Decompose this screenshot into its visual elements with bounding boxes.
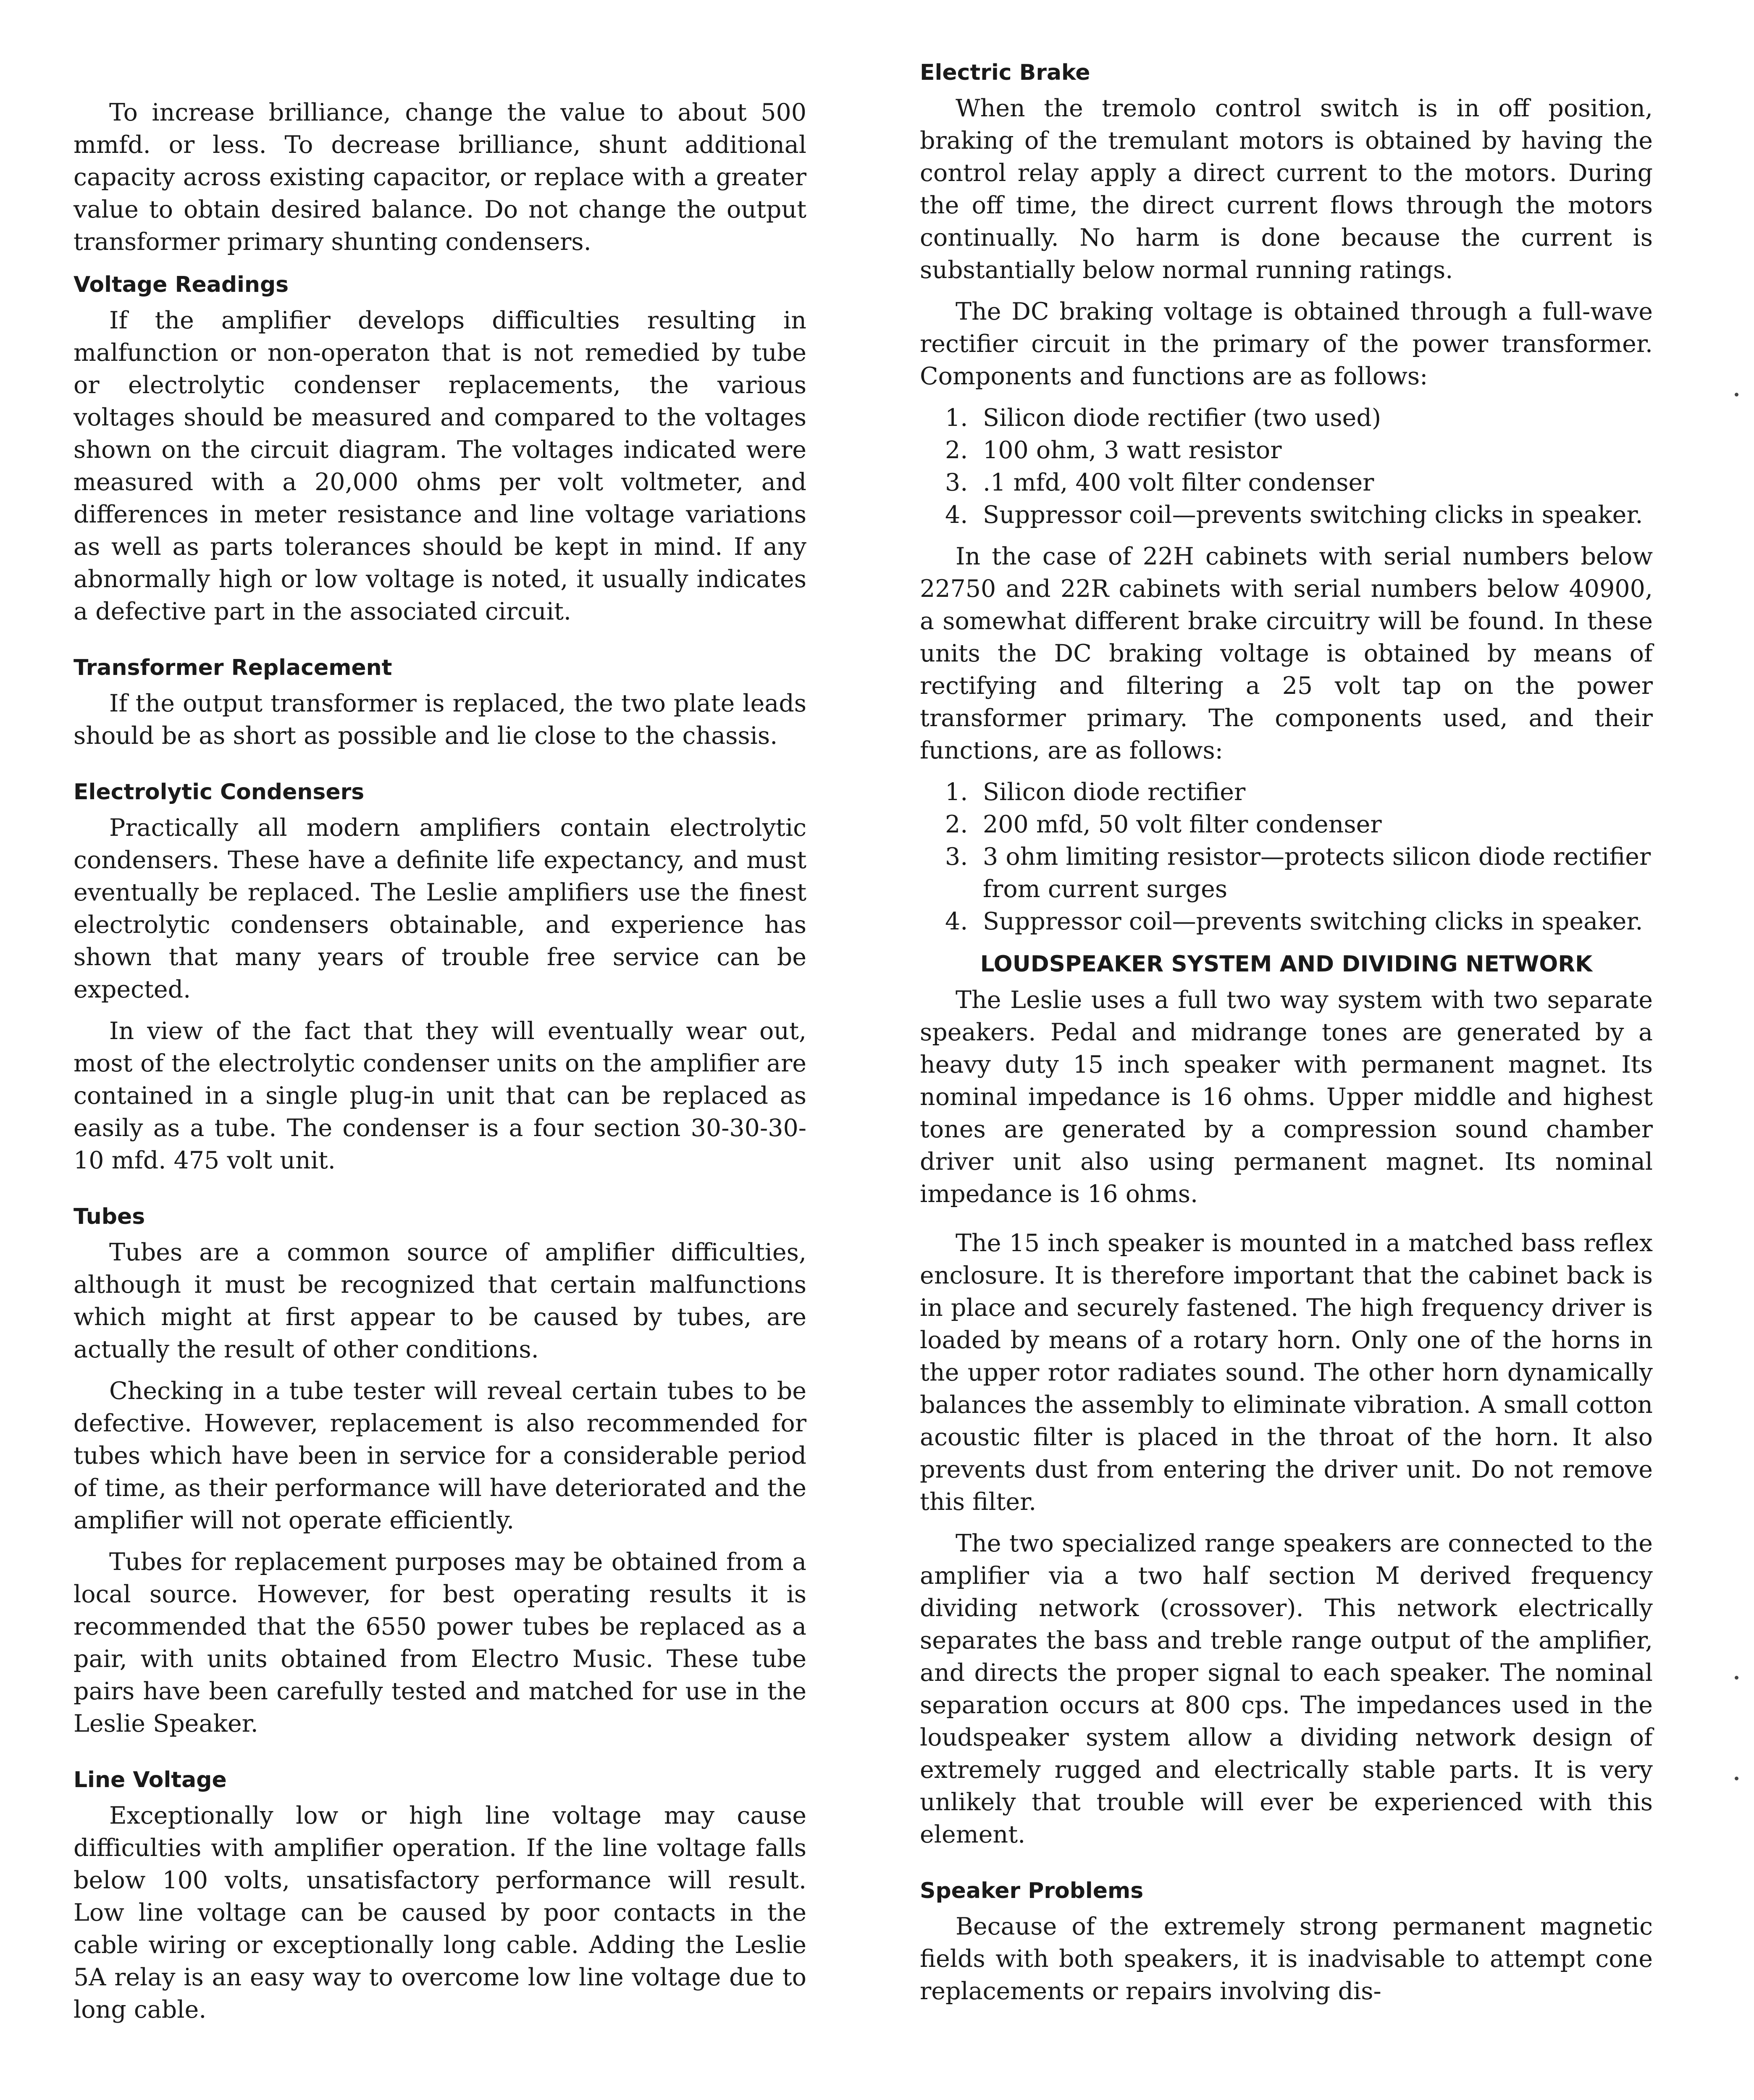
- transformer-replacement-paragraph: If the output transformer is replaced, the two plate leads should be as short as possible and lie close to the chassis.: [74, 690, 806, 750]
- list-item: 2. 100 ohm, 3 watt resistor: [945, 436, 1282, 464]
- list-item: 1. Silicon diode rectifier (two used): [945, 404, 1381, 432]
- scan-mark: [1735, 1676, 1738, 1680]
- electrolytic-condensers-heading: Electrolytic Condensers: [74, 780, 365, 805]
- list-item: 1. Silicon diode rectifier: [945, 778, 1246, 806]
- list-item: 3. 3 ohm limiting resistor—protects silicon diode rectifier from current surges: [945, 843, 1651, 903]
- scan-mark: [1735, 393, 1738, 396]
- loudspeaker-paragraph-1: The Leslie uses a full two way system with two separate speakers. Pedal and midrange tones are generated by a heavy duty 15 inch speaker with permanent magnet. Its nominal impedance is 16 ohms. Upper middle and highest tones are generated by a compression sound chamber driver unit also using permanent magnet. Its nominal impedance is 16 ohms.: [920, 986, 1653, 1208]
- tubes-heading: Tubes: [74, 1204, 145, 1229]
- list-item: 4. Suppressor coil—prevents switching clicks in speaker.: [945, 501, 1643, 529]
- electrolytic-paragraph-2: In view of the fact that they will eventually wear out, most of the electrolytic condenser units on the amplifier are contained in a single plug-in unit that can be replaced as easily as a tube. The condenser is a four section 30-30-30-10 mfd. 475 volt unit.: [74, 1017, 806, 1174]
- voltage-readings-paragraph: If the amplifier develops difficulties resulting in malfunction or non-operaton that is not remedied by tube or electrolytic condenser replacements, the various voltages should be measured and compared to the voltages shown on the circuit diagram. The voltages indicated were measured with a 20,000 ohms per volt voltmeter, and differences in meter resistance and line voltage variations as well as parts tolerances should be kept in mind. If any abnormally high or low voltage is noted, it usually indicates a defective part in the associated circuit.: [74, 307, 806, 625]
- transformer-replacement-heading: Transformer Replacement: [74, 655, 392, 680]
- tubes-paragraph-2: Checking in a tube tester will reveal certain tubes to be defective. However, replacement is also recommended for tubes which have been in service for a considerable period of time, as their performance will have deteriorated and the amplifier will not operate efficiently.: [74, 1377, 806, 1534]
- line-voltage-paragraph: Exceptionally low or high line voltage may cause difficulties with amplifier operation. If the line voltage falls below 100 volts, unsatisfactory performance will result. Low line voltage can be caused by poor contacts in the cable wiring or exceptionally long cable. Adding the Leslie 5A relay is an easy way to overcome low line voltage due to long cable.: [74, 1802, 806, 2024]
- loudspeaker-system-heading: LOUDSPEAKER SYSTEM AND DIVIDING NETWORK: [980, 951, 1593, 977]
- older-brake-components-list: [920, 776, 1653, 938]
- right-column: [920, 50, 1653, 2017]
- electric-brake-heading: Electric Brake: [920, 60, 1090, 85]
- electric-brake-paragraph-3: In the case of 22H cabinets with serial numbers below 22750 and 22R cabinets with serial numbers below 40900, a somewhat different brake circuitry will be found. In these units the DC braking voltage is obtained by means of rectifying and filtering a 25 volt tap on the power transformer primary. The components used, and their functions, are as follows:: [920, 543, 1653, 764]
- intro-paragraph: To increase brilliance, change the value to about 500 mmfd. or less. To decrease brilliance, shunt additional capacity across existing capacitor, or replace with a greater value to obtain desired balance. Do not change the output transformer primary shunting condensers.: [74, 99, 806, 256]
- list-item: 2. 200 mfd, 50 volt filter condenser: [945, 811, 1382, 838]
- list-item: 3. .1 mfd, 400 volt filter condenser: [945, 469, 1374, 496]
- list-item: 4. Suppressor coil—prevents switching clicks in speaker.: [945, 908, 1643, 935]
- left-column: [74, 50, 806, 2035]
- speaker-problems-paragraph: Because of the extremely strong permanent magnetic fields with both speakers, it is inadvisable to attempt cone replacements or repairs involving dis-: [920, 1913, 1653, 2005]
- loudspeaker-paragraph-2: The 15 inch speaker is mounted in a matched bass reflex enclosure. It is therefore important that the cabinet back is in place and securely fastened. The high frequency driver is loaded by means of a rotary horn. Only one of the horns in the upper rotor radiates sound. The other horn dynamically balances the assembly to eliminate vibration. A small cotton acoustic filter is placed in the throat of the horn. It also prevents dust from entering the driver unit. Do not remove this filter.: [920, 1229, 1653, 1516]
- voltage-readings-heading: Voltage Readings: [74, 272, 289, 297]
- electric-brake-paragraph-1: When the tremolo control switch is in off position, braking of the tremulant motors is obtained by having the control relay apply a direct current to the motors. During the off time, the direct current flows through the motors continually. No harm is done because the current is substantially below normal running ratings.: [920, 94, 1653, 284]
- scan-mark: [1735, 1777, 1738, 1780]
- tubes-paragraph-1: Tubes are a common source of amplifier difficulties, although it must be recognized that certain malfunctions which might at first appear to be caused by tubes, are actually the result of other conditions.: [74, 1239, 806, 1363]
- tubes-paragraph-3: Tubes for replacement purposes may be obtained from a local source. However, for best operating results it is recommended that the 6550 power tubes be replaced as a pair, with units obtained from Electro Music. These tube pairs have been carefully tested and matched for use in the Leslie Speaker.: [74, 1548, 806, 1738]
- brake-components-list: [920, 402, 1653, 531]
- line-voltage-heading: Line Voltage: [74, 1767, 227, 1793]
- electric-brake-paragraph-2: The DC braking voltage is obtained through a full-wave rectifier circuit in the primary of the power transformer. Components and functions are as follows:: [920, 298, 1653, 390]
- electrolytic-paragraph-1: Practically all modern amplifiers contain electrolytic condensers. These have a definite life expectancy, and must eventually be replaced. The Leslie amplifiers use the finest electrolytic condensers obtainable, and experience has shown that many years of trouble free service can be expected.: [74, 814, 806, 1003]
- speaker-problems-heading: Speaker Problems: [920, 1878, 1144, 1903]
- loudspeaker-paragraph-3: The two specialized range speakers are connected to the amplifier via a two half section M derived frequency dividing network (crossover). This network electrically separates the bass and treble range output of the amplifier, and directs the proper signal to each speaker. The nominal separation occurs at 800 cps. The impedances used in the loudspeaker system allow a dividing network design of extremely rugged and electrically stable parts. It is very unlikely that trouble will ever be experienced with this element.: [920, 1530, 1653, 1848]
